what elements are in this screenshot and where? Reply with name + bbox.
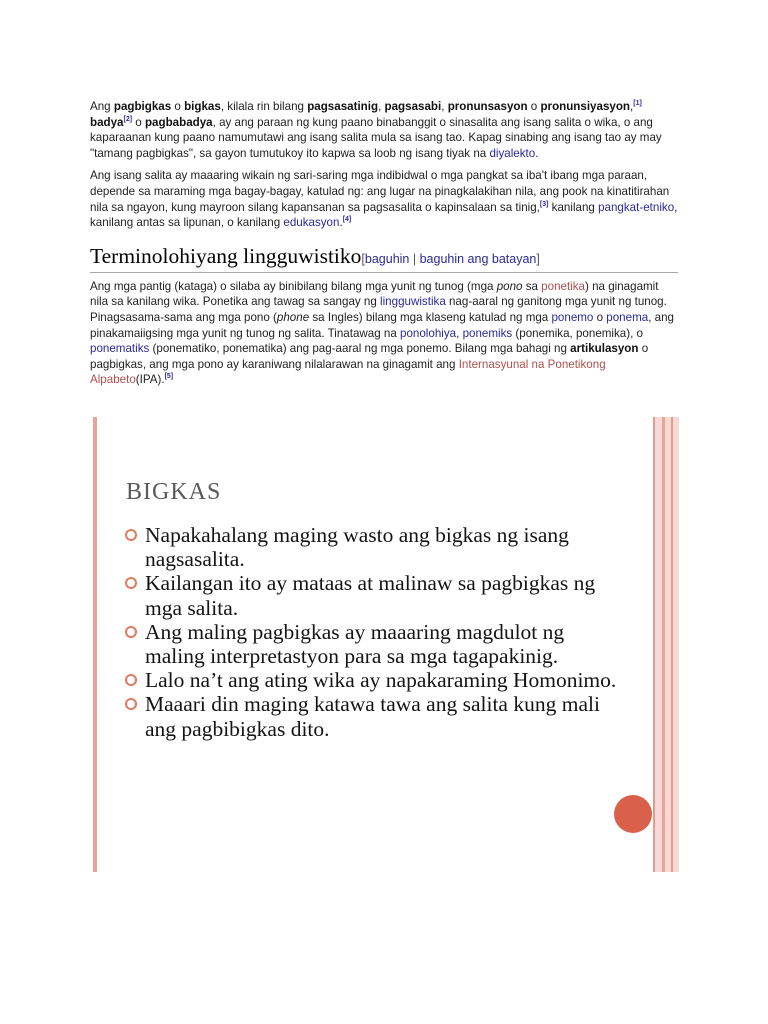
term-pagbabadya: pagbabadya (144, 115, 213, 129)
bullet-text: Ang maling pagbigkas ay maaaring magdulot ng maling interpretastyon para sa mga tagapakinig. (145, 619, 565, 669)
text: , (441, 100, 448, 113)
text: Ang (90, 100, 114, 113)
text: , (378, 100, 385, 113)
term-pagbigkas: pagbigkas (113, 100, 172, 113)
slide-title: BIGKAS (126, 479, 222, 505)
link-ponemiks[interactable]: ponemiks (462, 326, 513, 340)
reference-link-4[interactable]: [4] (342, 216, 352, 224)
bullet-text: Lalo na’t ang ating wika ay napakaraming Homonimo. (145, 668, 617, 693)
text: sa Ingles) bilang mga klaseng katulad ng mga (309, 310, 552, 324)
slide-image (93, 417, 679, 872)
slide-right-stripe (662, 417, 665, 872)
link-lingguwistika[interactable]: lingguwistika (380, 295, 446, 309)
circle-bullet-icon (125, 577, 137, 589)
term-pono: pono (496, 279, 523, 293)
text: nag-aaral ng ganitong mga yunit ng tunog. Pinagsasama-sama ang mga pono ( (90, 295, 667, 324)
text: , ang pinakamaiigsing mga yunit ng tunog ng salita. Tinatawag na (90, 310, 674, 340)
link-ponema[interactable]: ponema (606, 310, 649, 324)
intro-paragraph (90, 99, 678, 161)
slide-bullet-item (125, 523, 625, 571)
separator: | (409, 251, 420, 266)
link-diyalekto[interactable]: diyalekto (489, 146, 536, 160)
link-ponematiks[interactable]: ponematiks (90, 342, 150, 356)
link-edukasyon[interactable]: edukasyon (283, 216, 340, 230)
link-ipa[interactable]: Internasyunal na Ponetikong Alpabeto (90, 357, 606, 387)
circle-bullet-icon (125, 626, 137, 638)
text: (IPA). (135, 373, 165, 387)
second-paragraph (90, 168, 678, 230)
text: . (535, 146, 539, 160)
text: o (527, 100, 541, 113)
text: ) na ginagamit nila sa kanilang wika. Ponetika ang tawag sa sangay ng (90, 279, 659, 309)
reference-link-3[interactable]: [3] (539, 200, 549, 208)
slide-right-stripe (671, 417, 673, 872)
circle-bullet-icon (125, 698, 137, 710)
slide-bullet-list (125, 523, 625, 741)
edit-source-link[interactable]: baguhin ang batayan (419, 251, 537, 266)
bullet-text: Napakahalang maging wasto ang bigkas ng isang nagsasalita. (145, 523, 569, 572)
reference-link-5[interactable]: [5] (164, 373, 174, 381)
text: Ang mga pantig (kataga) o silaba ay binibilang bilang mga yunit ng tunog (mga (90, 279, 497, 293)
text: , kanilang antas sa lipunan, o kanilang (90, 200, 678, 230)
text: (ponemika, ponemika), o (512, 326, 644, 340)
slide-left-border (93, 417, 97, 872)
circle-bullet-icon (125, 529, 137, 541)
term-bigkas: bigkas (184, 100, 221, 113)
text: o pagbigkas, ang mga pono ay karaniwang nilalarawan na ginagamit ang (90, 342, 649, 371)
text: , (456, 326, 463, 340)
edit-links (361, 252, 539, 266)
bullet-text: Kailangan ito ay mataas at malinaw sa pagbigkas ng mga salita. (145, 571, 596, 620)
text: kanilang (548, 200, 599, 214)
link-ponetika[interactable]: ponetika (541, 279, 586, 293)
term-pronunsasyon: pronunsasyon (447, 100, 528, 113)
article (90, 99, 678, 395)
slide-bullet-item (125, 620, 625, 668)
text: o (593, 310, 607, 324)
link-ponolohiya[interactable]: ponolohiya (400, 326, 457, 340)
term-artikulasyon: artikulasyon (570, 342, 639, 356)
decorative-circle (614, 795, 652, 833)
circle-bullet-icon (125, 674, 137, 686)
text: Ang isang salita ay maaaring wikain ng sari-saring mga indibidwal o mga pangkat sa iba't ibang mga paraan, depende sa maraming mga bagay-bagay, katulad ng: ang lugar na pinagkalakihan nila, ang pook na kinatitirahan nila sa ngayon, kung mayroon silang kapansanan sa pagsasalita o kapinsalaan sa tinig, (90, 169, 670, 214)
section-heading (90, 244, 678, 273)
term-phone: phone (276, 310, 310, 324)
text: , kilala rin bilang (220, 100, 308, 113)
term-badya: badya (90, 115, 124, 129)
slide-right-band (653, 417, 679, 872)
text: , ay ang paraan ng kung paano binabanggit o sinasalita ang isang salita o wika, o ang kaparaanan kung paano namumutawi ang isang salita mula sa isang tao. Kapag sinabing ang isang tao ay may "tamang pagbigkas", sa gayon tumutukoy ito kapwa sa loob ng isang tiyak na (90, 115, 662, 160)
bracket-close: ] (536, 251, 540, 266)
text: o (132, 115, 145, 129)
text: o (171, 100, 185, 113)
text: (ponematiko, ponematika) ang pag-aaral ng mga ponemo. Bilang mga bahagi ng (149, 342, 571, 356)
bullet-text: Maaari din maging katawa tawa ang salita kung mali ang pagbibigkas dito. (145, 692, 600, 741)
edit-link[interactable]: baguhin (364, 251, 410, 266)
text: . (339, 216, 343, 230)
section-title: Terminolohiyang lingguwistiko (90, 243, 362, 268)
third-paragraph (90, 279, 678, 388)
text: , (630, 100, 634, 113)
reference-link-2[interactable]: [2] (123, 115, 133, 123)
text: sa (522, 279, 542, 293)
slide-bullet-item (125, 692, 625, 740)
term-pagsasabi: pagsasabi (384, 100, 442, 113)
link-pangkat-etniko[interactable]: pangkat-etniko (598, 200, 675, 214)
link-ponemo[interactable]: ponemo (551, 310, 594, 324)
slide-bullet-item (125, 668, 625, 692)
reference-link-1[interactable]: [1] (633, 100, 642, 108)
slide-right-stripe (653, 417, 655, 872)
term-pronunsiyasyon: pronunsiyasyon (540, 100, 631, 113)
slide-bullet-item (125, 571, 625, 619)
term-pagsasatinig: pagsasatinig (307, 100, 379, 113)
bracket-open: [ (361, 251, 365, 266)
